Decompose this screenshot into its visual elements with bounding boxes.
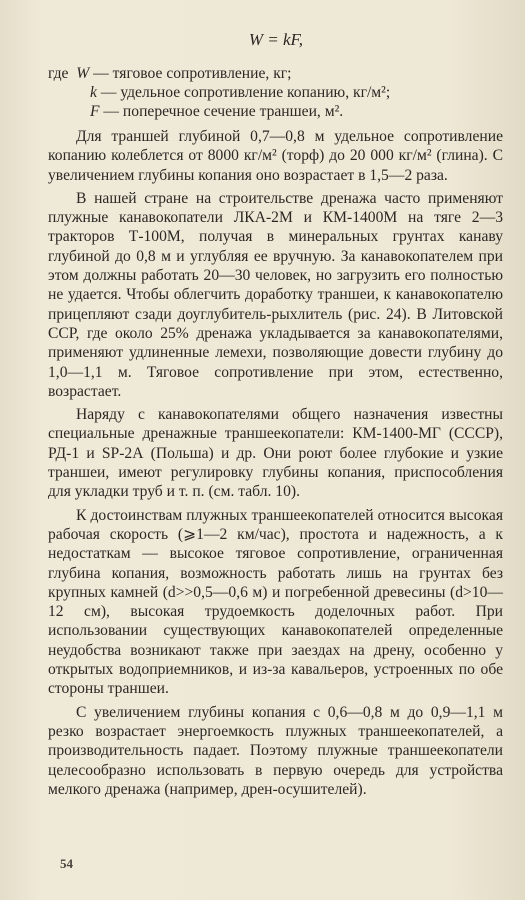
paragraph: Наряду с канавокопателями общего назначения известны специальные дренажные траншеекопатели: КМ-1400-МГ (СССР), РД-1 и SP-2А (Польша) и др. Они роют более глубокие и узкие траншеи, имеют регулировку глубины копания, приспособления для укладки труб и т. п. (см. табл. 10). xyxy=(48,406,503,501)
paragraph: В нашей стране на строительстве дренажа часто применяют плужные канавокопатели ЛКА-2М и КМ-1400М на тяге 2—3 тракторов Т-100М, получая в минеральных грунтах канаву глубиной до 0,8 м и углубляя ее вручную. За канавокопателем при этом должны работать 20—30 человек, но загрузить его полностью не удается. Чтобы облегчить доработку траншеи, к канавокопателю прицепляют сзади доуглубитель-рыхлитель (рис. 24). В Литовской ССР, где около 25% дренажа укладывается за канавокопателями, применяют удлиненные лемехи, позволяющие довести глубину до 1,0—1,1 м. Тяговое сопротивление при этом, естественно, возрастает. xyxy=(48,189,503,400)
definition-row xyxy=(90,83,503,102)
definition-row xyxy=(90,102,503,121)
definition-symbol: F xyxy=(90,103,100,120)
definition-row xyxy=(48,64,503,83)
definition-symbol: k xyxy=(90,84,97,101)
definition-symbol: W xyxy=(76,65,90,82)
definition-text: — удельное сопротивление копанию, кг/м²; xyxy=(96,84,391,101)
formula-header: W = kF, xyxy=(248,30,303,49)
definitions-list xyxy=(48,64,503,121)
definition-text: — тяговое сопротивление, кг; xyxy=(89,65,292,82)
paragraph: С увеличением глубины копания с 0,6—0,8 м до 0,9—1,1 м резко возрастает энергоемкость плужных траншеекопателей, а производительность падает. Поэтому плужные траншеекопатели целесообразно использовать в первую очередь для устройства мелкого дренажа (например, дрен-осушителей). xyxy=(48,703,503,798)
definition-text: — поперечное сечение траншеи, м². xyxy=(99,103,344,120)
paragraph: Для траншей глубиной 0,7—0,8 м удельное сопротивление копанию колеблется от 8000 кг/м² (торф) до 20 000 кг/м² (глина). С увеличением глубины копания оно возрастает в 1,5—2 раза. xyxy=(48,128,503,184)
page-number: 54 xyxy=(60,856,73,871)
definition-prefix: где xyxy=(48,65,69,82)
paragraph: К достоинствам плужных траншеекопателей относится высокая рабочая скорость (⩾1—2 км/час), простота и надежность, а к недостаткам — высокое тяговое сопротивление, ограниченная глубина копания, возможность работать лишь на грунтах без крупных камней (d>>0,5—0,6 м) и погребенной древесины (d>10—12 см), высокая трудоемкость доделочных работ. При использовании существующих канавокопателей определенные неудобства возникают также при заездах на дрену, особенно у открытых водоприемников, и из-за кавальеров, устроенных по обе стороны траншеи. xyxy=(48,506,503,698)
